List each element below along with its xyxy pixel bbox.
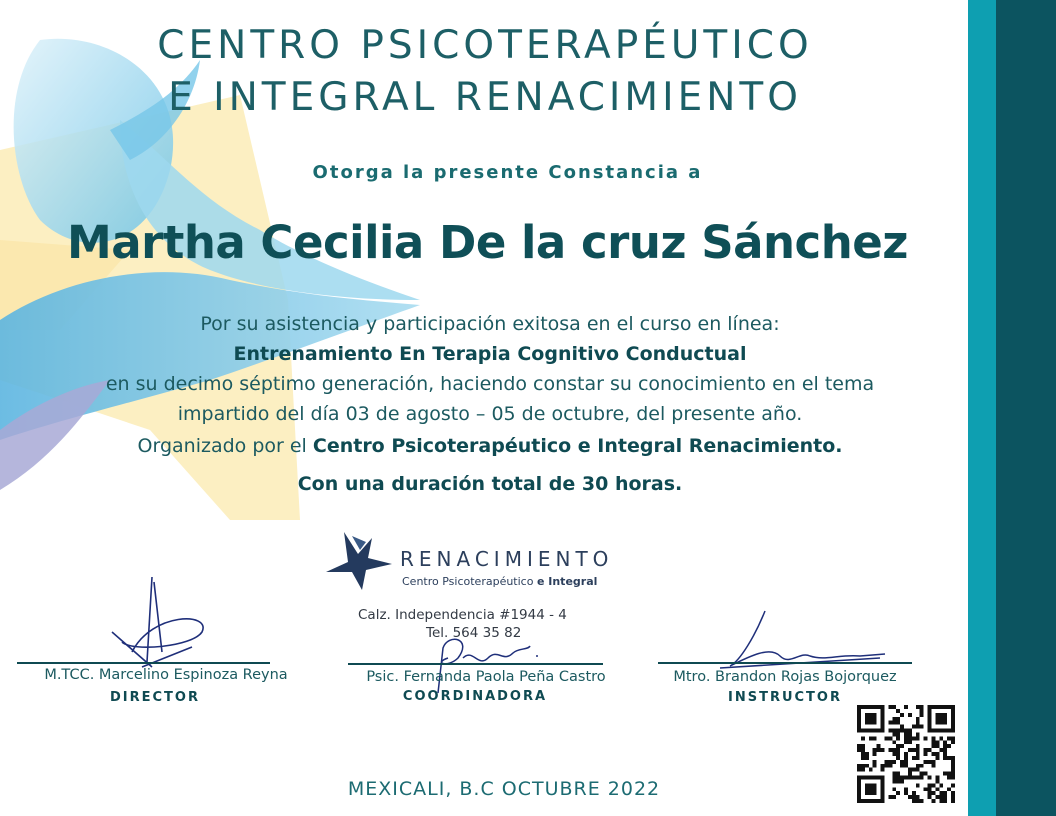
- signatory-name-instructor: Mtro. Brandon Rojas Bojorquez: [673, 669, 897, 685]
- address-street: Calz. Independencia #1944 - 4: [358, 607, 567, 623]
- signature-director: [92, 572, 222, 682]
- body-line-3: en su decimo séptimo generación, haciendo constar su conocimiento en el tema: [105, 373, 875, 395]
- signatory-name-director: M.TCC. Marcelino Espinoza Reyna: [44, 667, 288, 683]
- signatory-role-director: DIRECTOR: [110, 690, 200, 705]
- body-line-1: Por su asistencia y participación exitosa en el curso en línea:: [200, 313, 780, 335]
- signature-line-instructor: [658, 662, 912, 664]
- institution-title: [40, 20, 930, 124]
- signature-instructor: [710, 606, 890, 676]
- title-line-1: CENTRO PSICOTERAPÉUTICO: [157, 23, 813, 68]
- accent-stripe-light: [968, 0, 996, 816]
- logo-subtitle-regular: Centro Psicoterapéutico: [402, 575, 534, 588]
- logo-wordmark: RENACIMIENTO: [400, 547, 614, 571]
- recipient-name: Martha Cecilia De la cruz Sánchez: [67, 216, 908, 269]
- title-line-2: E INTEGRAL RENACIMIENTO: [168, 75, 802, 120]
- organizer-name: Centro Psicoterapéutico e Integral Renacimiento.: [312, 435, 843, 457]
- signature-line-director: [17, 662, 270, 664]
- signatory-role-instructor: INSTRUCTOR: [728, 690, 842, 705]
- logo-subtitle: [402, 575, 597, 588]
- qr-code-icon: [856, 705, 956, 803]
- body-line-5: [10, 431, 970, 462]
- footer-location-date: MEXICALI, B.C OCTUBRE 2022: [347, 778, 661, 800]
- signatory-name-coordinadora: Psic. Fernanda Paola Peña Castro: [366, 669, 606, 685]
- course-name: Entrenamiento En Terapia Cognitivo Conductual: [233, 343, 747, 365]
- renacimiento-dove-logo-icon: [322, 528, 396, 594]
- body-line-4: impartido del día 03 de agosto – 05 de octubre, del presente año.: [177, 403, 803, 425]
- accent-stripe-dark: [996, 0, 1056, 816]
- signature-line-coordinadora: [348, 663, 603, 665]
- address-phone: Tel. 564 35 82: [426, 625, 522, 641]
- logo-subtitle-bold: e Integral: [536, 575, 598, 588]
- organizer-prefix: Organizado por el: [137, 435, 307, 457]
- signatory-role-coordinadora: COORDINADORA: [402, 689, 548, 704]
- grants-text: Otorga la presente Constancia a: [312, 162, 703, 183]
- duration-text: Con una duración total de 30 horas.: [297, 473, 683, 495]
